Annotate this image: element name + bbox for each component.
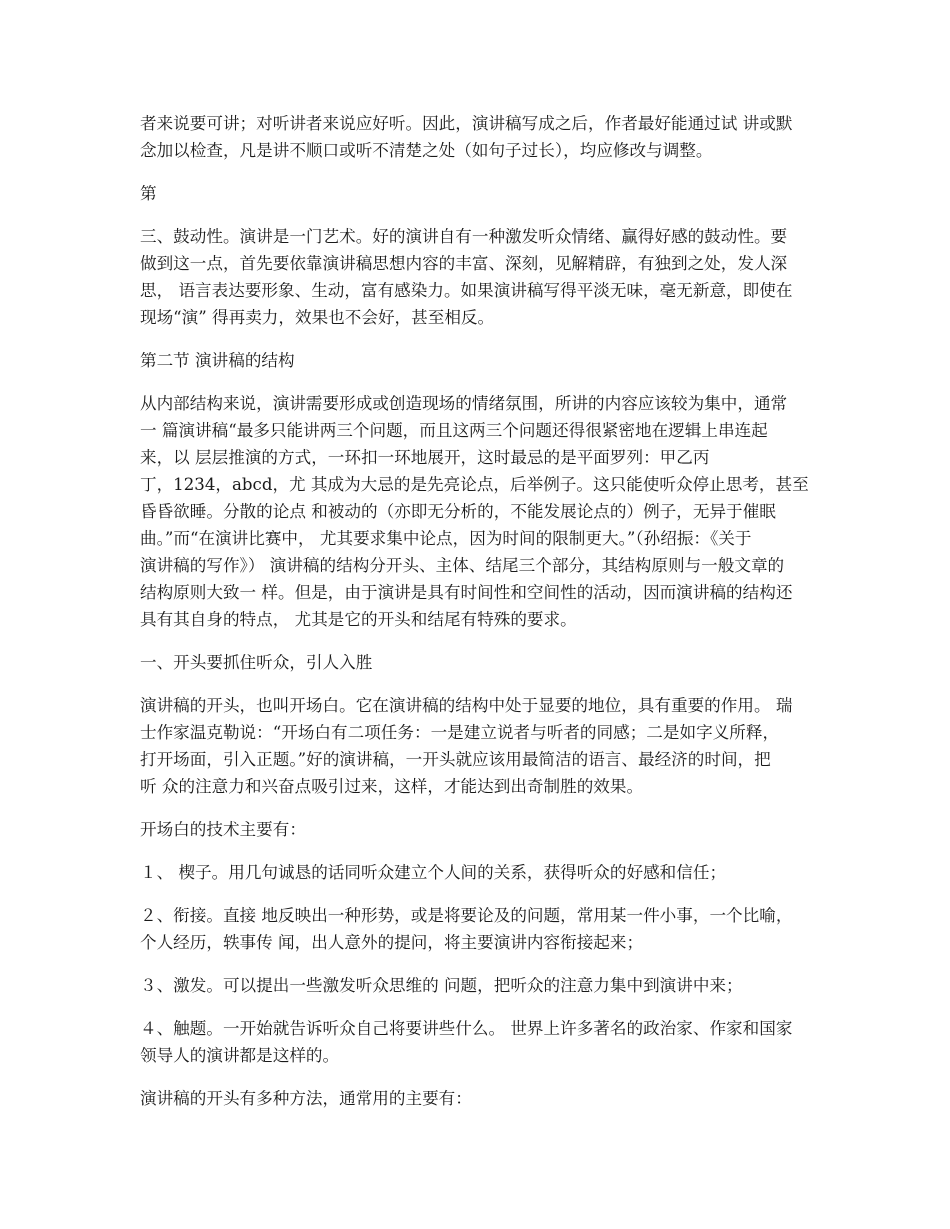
list-item-3: [140, 972, 812, 999]
text-line: 来，以 层层推演的方式，一环扣一环地展开，这时最忌的是平面罗列：甲乙丙: [140, 448, 710, 467]
text-line: 开场白的技术主要有：: [140, 820, 306, 839]
heading-line: 一、开头要抓住听众，引人入胜: [140, 653, 373, 672]
text-line: 曲。”而“在演讲比赛中， 尤其要求集中论点，因为时间的限制更大。”（孙绍振：《关于: [140, 529, 752, 548]
text-line: ４、触题。一开始就告诉听众自己将要讲些什么。 世界上许多著名的政治家、作家和国家: [140, 1019, 793, 1038]
text-line: 打开场面，引入正题。”好的演讲稿，一开头就应该用最简洁的语言、最经济的时间，把: [140, 750, 771, 769]
paragraph-techniques-intro: [140, 816, 812, 843]
text-line: 现场“演” 得再卖力，效果也不会好，甚至相反。: [140, 308, 495, 327]
text-line: 昏昏欲睡。分散的论点 和被动的（亦即无分析的，不能发展论点的）例子，无异于催眠: [140, 502, 776, 521]
text-line: 三、鼓动性。演讲是一门艺术。好的演讲自有一种激发听众情绪、赢得好感的鼓动性。要: [140, 227, 788, 246]
list-item-4: [140, 1015, 812, 1069]
paragraph-fragment: [140, 180, 812, 207]
text-line: 具有其自身的特点， 尤其是它的开头和结尾有特殊的要求。: [140, 610, 577, 629]
section-heading: [140, 347, 812, 374]
text-line: １、 楔子。用几句诚恳的话同听众建立个人间的关系，获得听众的好感和信任；: [140, 863, 727, 882]
text-line: 丁，1234，abcd，尤 其成为大忌的是先亮论点，后举例子。这只能使听众停止思考，甚至: [140, 475, 809, 494]
text-line: 从内部结构来说，演讲需要形成或创造现场的情绪氛围，所讲的内容应该较为集中，通常: [140, 394, 788, 413]
text-line: 听 众的注意力和兴奋点吸引过来，这样，才能达到出奇制胜的效果。: [140, 777, 644, 796]
text-line: 演讲稿的开头有多种方法，通常用的主要有：: [140, 1089, 472, 1108]
document-page: [140, 110, 812, 1128]
text-line: 个人经历，轶事传 闻，出人意外的提问，将主要演讲内容衔接起来；: [140, 933, 644, 952]
paragraph-inspiring-quality: [140, 223, 812, 331]
paragraph-intro-continuation: [140, 110, 812, 164]
paragraph-opening: [140, 692, 812, 800]
text-line: 做到这一点，首先要依靠演讲稿思想内容的丰富、深刻，见解精辟，有独到之处，发人深: [140, 254, 788, 273]
text-line: ３、激发。可以提出一些激发听众思维的 问题，把听众的注意力集中到演讲中来；: [140, 976, 743, 995]
subsection-heading: [140, 649, 812, 676]
heading-line: 第二节 演讲稿的结构: [140, 351, 295, 370]
text-line: 一 篇演讲稿“最多只能讲两三个问题，而且这两三个问题还得很紧密地在逻辑上串连起: [140, 421, 768, 440]
text-line: 第: [140, 184, 157, 203]
text-line: 念加以检查，凡是讲不顺口或听不清楚之处（如句子过长），均应修改与调整。: [140, 141, 713, 160]
text-line: 者来说要可讲；对听讲者来说应好听。因此，演讲稿写成之后，作者最好能通过试 讲或默: [140, 114, 793, 133]
text-line: 演讲稿的开头，也叫开场白。它在演讲稿的结构中处于显要的地位，具有重要的作用。 瑞: [140, 696, 793, 715]
paragraph-opening-methods: [140, 1085, 812, 1112]
text-line: 士作家温克勒说：“开场白有二项任务：一是建立说者与听者的同感；二是如字义所释，: [140, 723, 780, 742]
list-item-2: [140, 902, 812, 956]
text-line: 演讲稿的写作》） 演讲稿的结构分开头、主体、结尾三个部分，其结构原则与一般文章的: [140, 556, 785, 575]
text-line: 领导人的演讲都是这样的。: [140, 1046, 340, 1065]
text-line: 思， 语言表达要形象、生动，富有感染力。如果演讲稿写得平淡无味，毫无新意，即使在: [140, 281, 793, 300]
text-line: 结构原则大致一 样。但是，由于演讲是具有时间性和空间性的活动，因而演讲稿的结构还: [140, 583, 793, 602]
text-line: ２、衔接。直接 地反映出一种形势，或是将要论及的问题，常用某一件小事，一个比喻，: [140, 906, 793, 925]
paragraph-internal-structure: [140, 390, 812, 633]
list-item-1: [140, 859, 812, 886]
